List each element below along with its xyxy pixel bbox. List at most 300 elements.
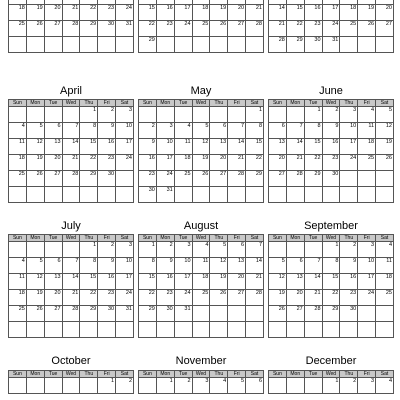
- day-cell: 22: [304, 155, 322, 171]
- day-cell: [358, 306, 376, 322]
- month-title: May: [190, 85, 212, 97]
- weekday-header: Wed: [322, 235, 340, 242]
- day-cell: 26: [358, 21, 376, 37]
- weekday-header: Tue: [174, 100, 192, 107]
- day-cell: 20: [269, 155, 287, 171]
- day-cell: [228, 37, 246, 53]
- day-cell: [139, 322, 157, 338]
- day-cell: 24: [358, 290, 376, 306]
- day-cell: [156, 37, 174, 53]
- day-cell: 21: [269, 21, 287, 37]
- month-title: April: [59, 85, 82, 97]
- day-cell: [269, 107, 287, 123]
- day-cell: [269, 242, 287, 258]
- day-cell: 15: [286, 5, 304, 21]
- day-cell: 1: [322, 378, 340, 394]
- weekday-header: Tue: [44, 100, 62, 107]
- day-cell: 26: [210, 290, 228, 306]
- day-cell: 3: [174, 242, 192, 258]
- weekday-header: Sat: [116, 235, 134, 242]
- weekday-header: Sun: [139, 100, 157, 107]
- day-cell: 19: [26, 290, 44, 306]
- day-cell: [44, 242, 62, 258]
- day-cell: 2: [98, 107, 116, 123]
- day-cell: [192, 107, 210, 123]
- day-cell: 3: [358, 378, 376, 394]
- day-cell: [44, 107, 62, 123]
- month-grid: [268, 370, 394, 394]
- day-cell: 20: [228, 5, 246, 21]
- day-cell: [322, 187, 340, 203]
- day-cell: 3: [192, 378, 210, 394]
- day-cell: 10: [174, 258, 192, 274]
- weekday-header: Fri: [98, 100, 116, 107]
- day-cell: [286, 107, 304, 123]
- day-cell: 28: [304, 306, 322, 322]
- day-cell: [116, 187, 134, 203]
- day-cell: 11: [174, 139, 192, 155]
- day-cell: 16: [98, 274, 116, 290]
- day-cell: 14: [269, 5, 287, 21]
- day-cell: 14: [246, 258, 264, 274]
- day-cell: 9: [98, 123, 116, 139]
- week-row: [9, 155, 134, 171]
- day-cell: 2: [139, 123, 157, 139]
- day-cell: 9: [322, 123, 340, 139]
- day-cell: [304, 242, 322, 258]
- day-cell: [174, 107, 192, 123]
- day-cell: 25: [9, 306, 27, 322]
- week-row: [269, 306, 394, 322]
- day-cell: 17: [116, 139, 134, 155]
- day-cell: 6: [228, 242, 246, 258]
- month-grid: [8, 0, 134, 53]
- day-cell: [322, 322, 340, 338]
- weekday-header: Sun: [9, 100, 27, 107]
- day-cell: 2: [98, 242, 116, 258]
- day-cell: 17: [322, 5, 340, 21]
- day-cell: [44, 187, 62, 203]
- day-cell: 21: [304, 290, 322, 306]
- day-cell: [62, 107, 80, 123]
- day-cell: 4: [9, 123, 27, 139]
- day-cell: 25: [9, 21, 27, 37]
- month-grid: [8, 370, 134, 394]
- day-cell: 17: [174, 274, 192, 290]
- month-title: December: [305, 355, 357, 367]
- day-cell: 12: [26, 139, 44, 155]
- weekday-header: Mon: [156, 235, 174, 242]
- day-cell: 19: [269, 290, 287, 306]
- day-cell: 23: [98, 5, 116, 21]
- day-cell: 27: [210, 171, 228, 187]
- day-cell: [210, 306, 228, 322]
- day-cell: 1: [304, 107, 322, 123]
- day-cell: 27: [376, 21, 394, 37]
- week-row: [269, 37, 394, 53]
- day-cell: [340, 171, 358, 187]
- day-cell: 6: [44, 123, 62, 139]
- day-cell: 25: [340, 21, 358, 37]
- day-cell: 6: [44, 258, 62, 274]
- day-cell: 28: [62, 306, 80, 322]
- day-cell: 1: [246, 107, 264, 123]
- day-cell: [44, 322, 62, 338]
- month-title: August: [183, 220, 219, 232]
- day-cell: [9, 107, 27, 123]
- day-cell: 12: [192, 139, 210, 155]
- day-cell: [228, 107, 246, 123]
- day-cell: [210, 322, 228, 338]
- day-cell: 20: [228, 274, 246, 290]
- week-row: [9, 5, 134, 21]
- day-cell: 30: [139, 187, 157, 203]
- month-grid: [8, 234, 134, 338]
- day-cell: 27: [228, 21, 246, 37]
- weekday-header: Sat: [376, 235, 394, 242]
- day-cell: 28: [228, 171, 246, 187]
- day-cell: 7: [62, 258, 80, 274]
- week-row: [9, 139, 134, 155]
- day-cell: 2: [340, 242, 358, 258]
- month-grid: [138, 234, 264, 338]
- month-grid: [268, 234, 394, 338]
- day-cell: [80, 378, 98, 394]
- weekday-header: Tue: [44, 371, 62, 378]
- day-cell: [26, 378, 44, 394]
- day-cell: 2: [174, 378, 192, 394]
- day-cell: 14: [286, 139, 304, 155]
- day-cell: [286, 187, 304, 203]
- day-cell: 3: [116, 242, 134, 258]
- day-cell: [98, 187, 116, 203]
- day-cell: 23: [98, 155, 116, 171]
- weekday-header: Mon: [286, 235, 304, 242]
- day-cell: [192, 37, 210, 53]
- day-cell: 24: [116, 5, 134, 21]
- day-cell: [192, 187, 210, 203]
- day-cell: 23: [98, 290, 116, 306]
- day-cell: 16: [139, 155, 157, 171]
- day-cell: 23: [322, 155, 340, 171]
- day-cell: [376, 306, 394, 322]
- weekday-header: Tue: [304, 100, 322, 107]
- day-cell: 24: [174, 21, 192, 37]
- day-cell: [210, 37, 228, 53]
- day-cell: 15: [322, 274, 340, 290]
- weekday-header: Wed: [322, 371, 340, 378]
- day-cell: 17: [174, 5, 192, 21]
- day-cell: 14: [62, 139, 80, 155]
- day-cell: 26: [269, 306, 287, 322]
- day-cell: [376, 322, 394, 338]
- day-cell: 7: [246, 242, 264, 258]
- weekday-header: Thu: [340, 100, 358, 107]
- day-cell: [80, 322, 98, 338]
- day-cell: 29: [80, 306, 98, 322]
- weekday-header: Fri: [358, 235, 376, 242]
- month-title: July: [61, 220, 81, 232]
- day-cell: 17: [116, 274, 134, 290]
- weekday-header: Thu: [210, 100, 228, 107]
- weekday-header: Tue: [174, 235, 192, 242]
- day-cell: [26, 37, 44, 53]
- month-title: October: [51, 355, 91, 367]
- day-cell: [340, 187, 358, 203]
- weekday-header: Mon: [156, 100, 174, 107]
- weekday-header: Mon: [156, 371, 174, 378]
- month-title: September: [304, 220, 358, 232]
- week-row: [139, 274, 264, 290]
- day-cell: 4: [192, 242, 210, 258]
- day-cell: 8: [304, 123, 322, 139]
- day-cell: [156, 322, 174, 338]
- day-cell: 31: [322, 37, 340, 53]
- day-cell: [139, 107, 157, 123]
- weekday-header: Wed: [62, 371, 80, 378]
- day-cell: 20: [44, 5, 62, 21]
- day-cell: 26: [26, 171, 44, 187]
- week-row: [139, 171, 264, 187]
- weekday-header: Mon: [26, 371, 44, 378]
- day-cell: [358, 187, 376, 203]
- month-grid: [268, 0, 394, 53]
- week-row: [139, 37, 264, 53]
- day-cell: [9, 322, 27, 338]
- day-cell: [192, 322, 210, 338]
- day-cell: 9: [156, 258, 174, 274]
- day-cell: 15: [80, 139, 98, 155]
- weekday-header: Sat: [116, 371, 134, 378]
- week-row: [269, 21, 394, 37]
- weekday-header: Mon: [286, 100, 304, 107]
- day-cell: 26: [210, 21, 228, 37]
- day-cell: 20: [286, 290, 304, 306]
- day-cell: 29: [80, 21, 98, 37]
- day-cell: 14: [62, 274, 80, 290]
- day-cell: 5: [26, 258, 44, 274]
- weekday-header: Thu: [340, 235, 358, 242]
- day-cell: 18: [9, 155, 27, 171]
- day-cell: 19: [210, 274, 228, 290]
- day-cell: 15: [139, 274, 157, 290]
- week-row: [269, 322, 394, 338]
- day-cell: 24: [340, 155, 358, 171]
- day-cell: 27: [269, 171, 287, 187]
- day-cell: 22: [322, 290, 340, 306]
- week-row: [9, 171, 134, 187]
- day-cell: [228, 187, 246, 203]
- day-cell: [139, 378, 157, 394]
- weekday-header: Fri: [228, 371, 246, 378]
- day-cell: 22: [80, 5, 98, 21]
- week-row: [269, 242, 394, 258]
- day-cell: 4: [376, 378, 394, 394]
- week-row: [269, 5, 394, 21]
- week-row: [269, 290, 394, 306]
- weekday-header: Wed: [192, 235, 210, 242]
- day-cell: 8: [80, 123, 98, 139]
- day-cell: 10: [116, 123, 134, 139]
- day-cell: 29: [322, 306, 340, 322]
- week-row: [139, 378, 264, 394]
- day-cell: [62, 322, 80, 338]
- day-cell: [174, 322, 192, 338]
- day-cell: 4: [358, 107, 376, 123]
- day-cell: 22: [80, 155, 98, 171]
- day-cell: 25: [192, 21, 210, 37]
- week-row: [139, 242, 264, 258]
- day-cell: 27: [44, 21, 62, 37]
- weekday-header: Sat: [246, 371, 264, 378]
- day-cell: 3: [156, 123, 174, 139]
- day-cell: 25: [376, 290, 394, 306]
- day-cell: [246, 306, 264, 322]
- week-row: [269, 378, 394, 394]
- day-cell: 21: [246, 5, 264, 21]
- day-cell: 10: [358, 258, 376, 274]
- day-cell: [26, 107, 44, 123]
- month-grid: [138, 0, 264, 53]
- day-cell: 20: [44, 155, 62, 171]
- day-cell: 20: [376, 5, 394, 21]
- month-title: November: [175, 355, 227, 367]
- day-cell: 26: [26, 306, 44, 322]
- day-cell: 30: [98, 21, 116, 37]
- day-cell: [26, 187, 44, 203]
- day-cell: 23: [156, 290, 174, 306]
- day-cell: 3: [116, 107, 134, 123]
- day-cell: 24: [116, 290, 134, 306]
- day-cell: 31: [174, 306, 192, 322]
- day-cell: 18: [358, 139, 376, 155]
- weekday-header: Sat: [246, 100, 264, 107]
- day-cell: 31: [116, 21, 134, 37]
- day-cell: 3: [358, 242, 376, 258]
- day-cell: 25: [174, 171, 192, 187]
- weekday-header: Tue: [44, 235, 62, 242]
- day-cell: 12: [269, 274, 287, 290]
- day-cell: 16: [340, 274, 358, 290]
- day-cell: [286, 378, 304, 394]
- week-row: [9, 378, 134, 394]
- weekday-header: Thu: [340, 371, 358, 378]
- weekday-header: Thu: [210, 371, 228, 378]
- day-cell: 14: [228, 139, 246, 155]
- week-row: [9, 21, 134, 37]
- day-cell: [358, 171, 376, 187]
- week-row: [269, 123, 394, 139]
- week-row: [269, 107, 394, 123]
- weekday-header: Sun: [139, 235, 157, 242]
- day-cell: [246, 322, 264, 338]
- day-cell: 7: [304, 258, 322, 274]
- day-cell: 20: [44, 290, 62, 306]
- day-cell: 9: [98, 258, 116, 274]
- day-cell: 25: [358, 155, 376, 171]
- day-cell: [62, 37, 80, 53]
- day-cell: 13: [228, 258, 246, 274]
- day-cell: 19: [358, 5, 376, 21]
- day-cell: [44, 37, 62, 53]
- day-cell: 1: [156, 378, 174, 394]
- day-cell: 18: [174, 155, 192, 171]
- day-cell: [246, 187, 264, 203]
- day-cell: 28: [62, 21, 80, 37]
- day-cell: [376, 37, 394, 53]
- weekday-header: Fri: [98, 371, 116, 378]
- day-cell: 2: [340, 378, 358, 394]
- day-cell: 19: [26, 155, 44, 171]
- day-cell: 11: [376, 258, 394, 274]
- day-cell: 11: [9, 139, 27, 155]
- week-row: [9, 123, 134, 139]
- week-row: [139, 322, 264, 338]
- day-cell: [44, 378, 62, 394]
- day-cell: 23: [156, 21, 174, 37]
- day-cell: 6: [246, 378, 264, 394]
- day-cell: 1: [322, 242, 340, 258]
- day-cell: 5: [269, 258, 287, 274]
- month-grid: [268, 99, 394, 203]
- day-cell: 12: [210, 258, 228, 274]
- day-cell: 8: [80, 258, 98, 274]
- day-cell: 5: [192, 123, 210, 139]
- day-cell: 27: [228, 290, 246, 306]
- month-title: June: [319, 85, 343, 97]
- day-cell: 30: [98, 306, 116, 322]
- day-cell: 18: [192, 274, 210, 290]
- day-cell: 17: [340, 139, 358, 155]
- day-cell: 8: [139, 258, 157, 274]
- day-cell: 25: [192, 290, 210, 306]
- weekday-header: Mon: [26, 100, 44, 107]
- day-cell: [26, 322, 44, 338]
- day-cell: 21: [246, 274, 264, 290]
- week-row: [9, 306, 134, 322]
- week-row: [139, 5, 264, 21]
- day-cell: 29: [139, 306, 157, 322]
- day-cell: 17: [156, 155, 174, 171]
- month-grid: [138, 370, 264, 394]
- day-cell: [286, 322, 304, 338]
- day-cell: 15: [80, 274, 98, 290]
- day-cell: 2: [322, 107, 340, 123]
- day-cell: 15: [246, 139, 264, 155]
- day-cell: [192, 306, 210, 322]
- week-row: [139, 258, 264, 274]
- day-cell: 8: [322, 258, 340, 274]
- day-cell: 19: [376, 139, 394, 155]
- day-cell: 1: [80, 107, 98, 123]
- weekday-header: Wed: [322, 100, 340, 107]
- day-cell: 7: [228, 123, 246, 139]
- week-row: [269, 274, 394, 290]
- day-cell: 23: [304, 21, 322, 37]
- day-cell: 14: [304, 274, 322, 290]
- day-cell: 4: [210, 378, 228, 394]
- day-cell: 27: [44, 306, 62, 322]
- week-row: [9, 258, 134, 274]
- day-cell: [156, 107, 174, 123]
- day-cell: 27: [286, 306, 304, 322]
- day-cell: [98, 322, 116, 338]
- day-cell: 15: [304, 139, 322, 155]
- weekday-header: Fri: [358, 100, 376, 107]
- day-cell: 29: [286, 37, 304, 53]
- day-cell: [340, 322, 358, 338]
- day-cell: 10: [340, 123, 358, 139]
